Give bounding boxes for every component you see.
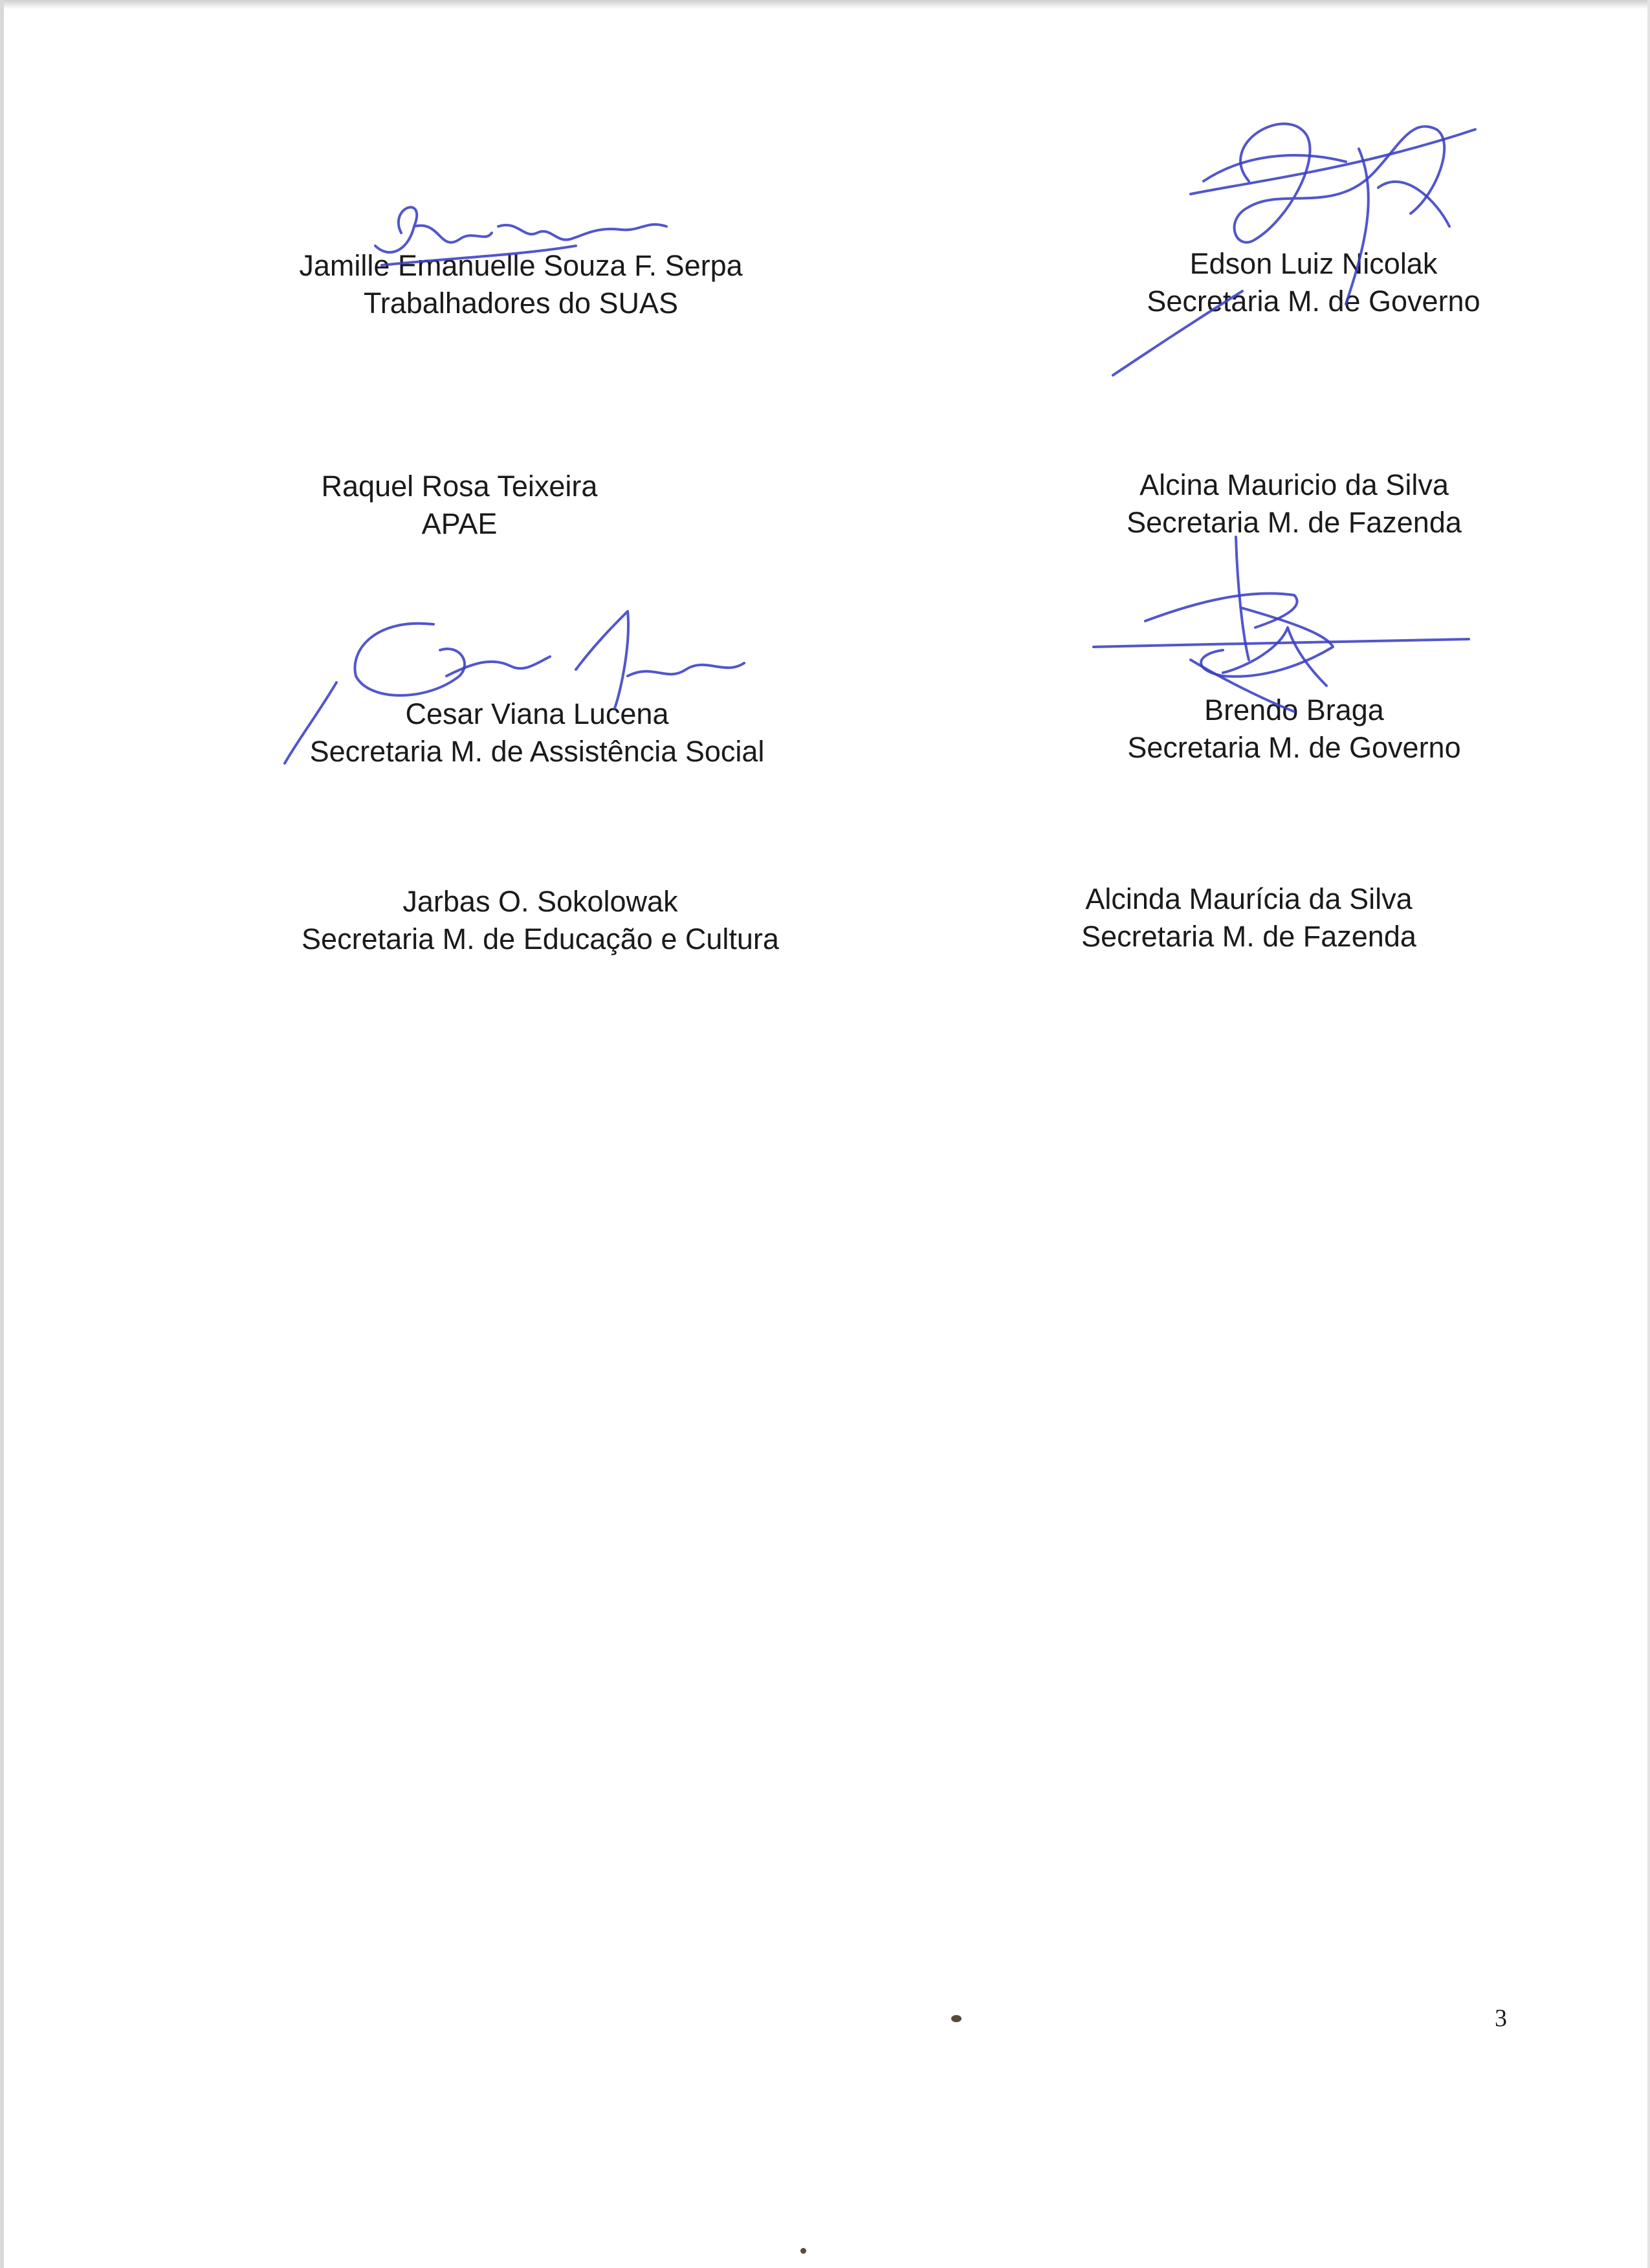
signatory-block-jarbas-sokolowak xyxy=(259,883,822,958)
signatory-name: Cesar Viana Lucena xyxy=(405,697,669,730)
signatory-name: Alcina Mauricio da Silva xyxy=(1139,468,1449,501)
signatory-name: Brendo Braga xyxy=(1204,693,1384,726)
signatory-name: Jamille Emanuelle Souza F. Serpa xyxy=(299,249,743,282)
signatory-organization: Secretaria M. de Governo xyxy=(1127,731,1461,764)
page-number: 3 xyxy=(1495,2005,1507,2032)
scan-edge-left xyxy=(0,0,4,2268)
signatory-organization: Secretaria M. de Governo xyxy=(1147,285,1480,318)
handwritten-signature-brendo xyxy=(1094,530,1482,725)
scan-speck xyxy=(951,2015,962,2022)
signatory-name: Raquel Rosa Teixeira xyxy=(321,470,598,503)
handwritten-signature-jamille xyxy=(362,181,699,285)
scan-edge-right xyxy=(1647,0,1650,2268)
signatory-organization: Secretaria M. de Fazenda xyxy=(1127,506,1462,539)
scan-edge-top xyxy=(0,0,1650,9)
signatory-organization: APAE xyxy=(421,507,498,540)
signatory-organization: Secretaria M. de Educação e Cultura xyxy=(302,922,779,955)
signatory-name: Edson Luiz Nicolak xyxy=(1189,247,1438,280)
handwritten-signature-cesar xyxy=(278,605,751,773)
signatory-name: Jarbas O. Sokolowak xyxy=(402,885,678,918)
handwritten-signature-edson xyxy=(1074,91,1488,388)
signatory-organization: Trabalhadores do SUAS xyxy=(363,287,679,320)
signatory-organization: Secretaria M. de Fazenda xyxy=(1081,920,1416,953)
signatory-block-alcinda-silva xyxy=(1035,880,1462,955)
scan-speck xyxy=(800,2248,806,2254)
signatory-organization: Secretaria M. de Assistência Social xyxy=(309,735,765,768)
signatory-name: Alcinda Maurícia da Silva xyxy=(1085,882,1413,915)
signatory-block-raquel-teixeira xyxy=(259,468,660,543)
